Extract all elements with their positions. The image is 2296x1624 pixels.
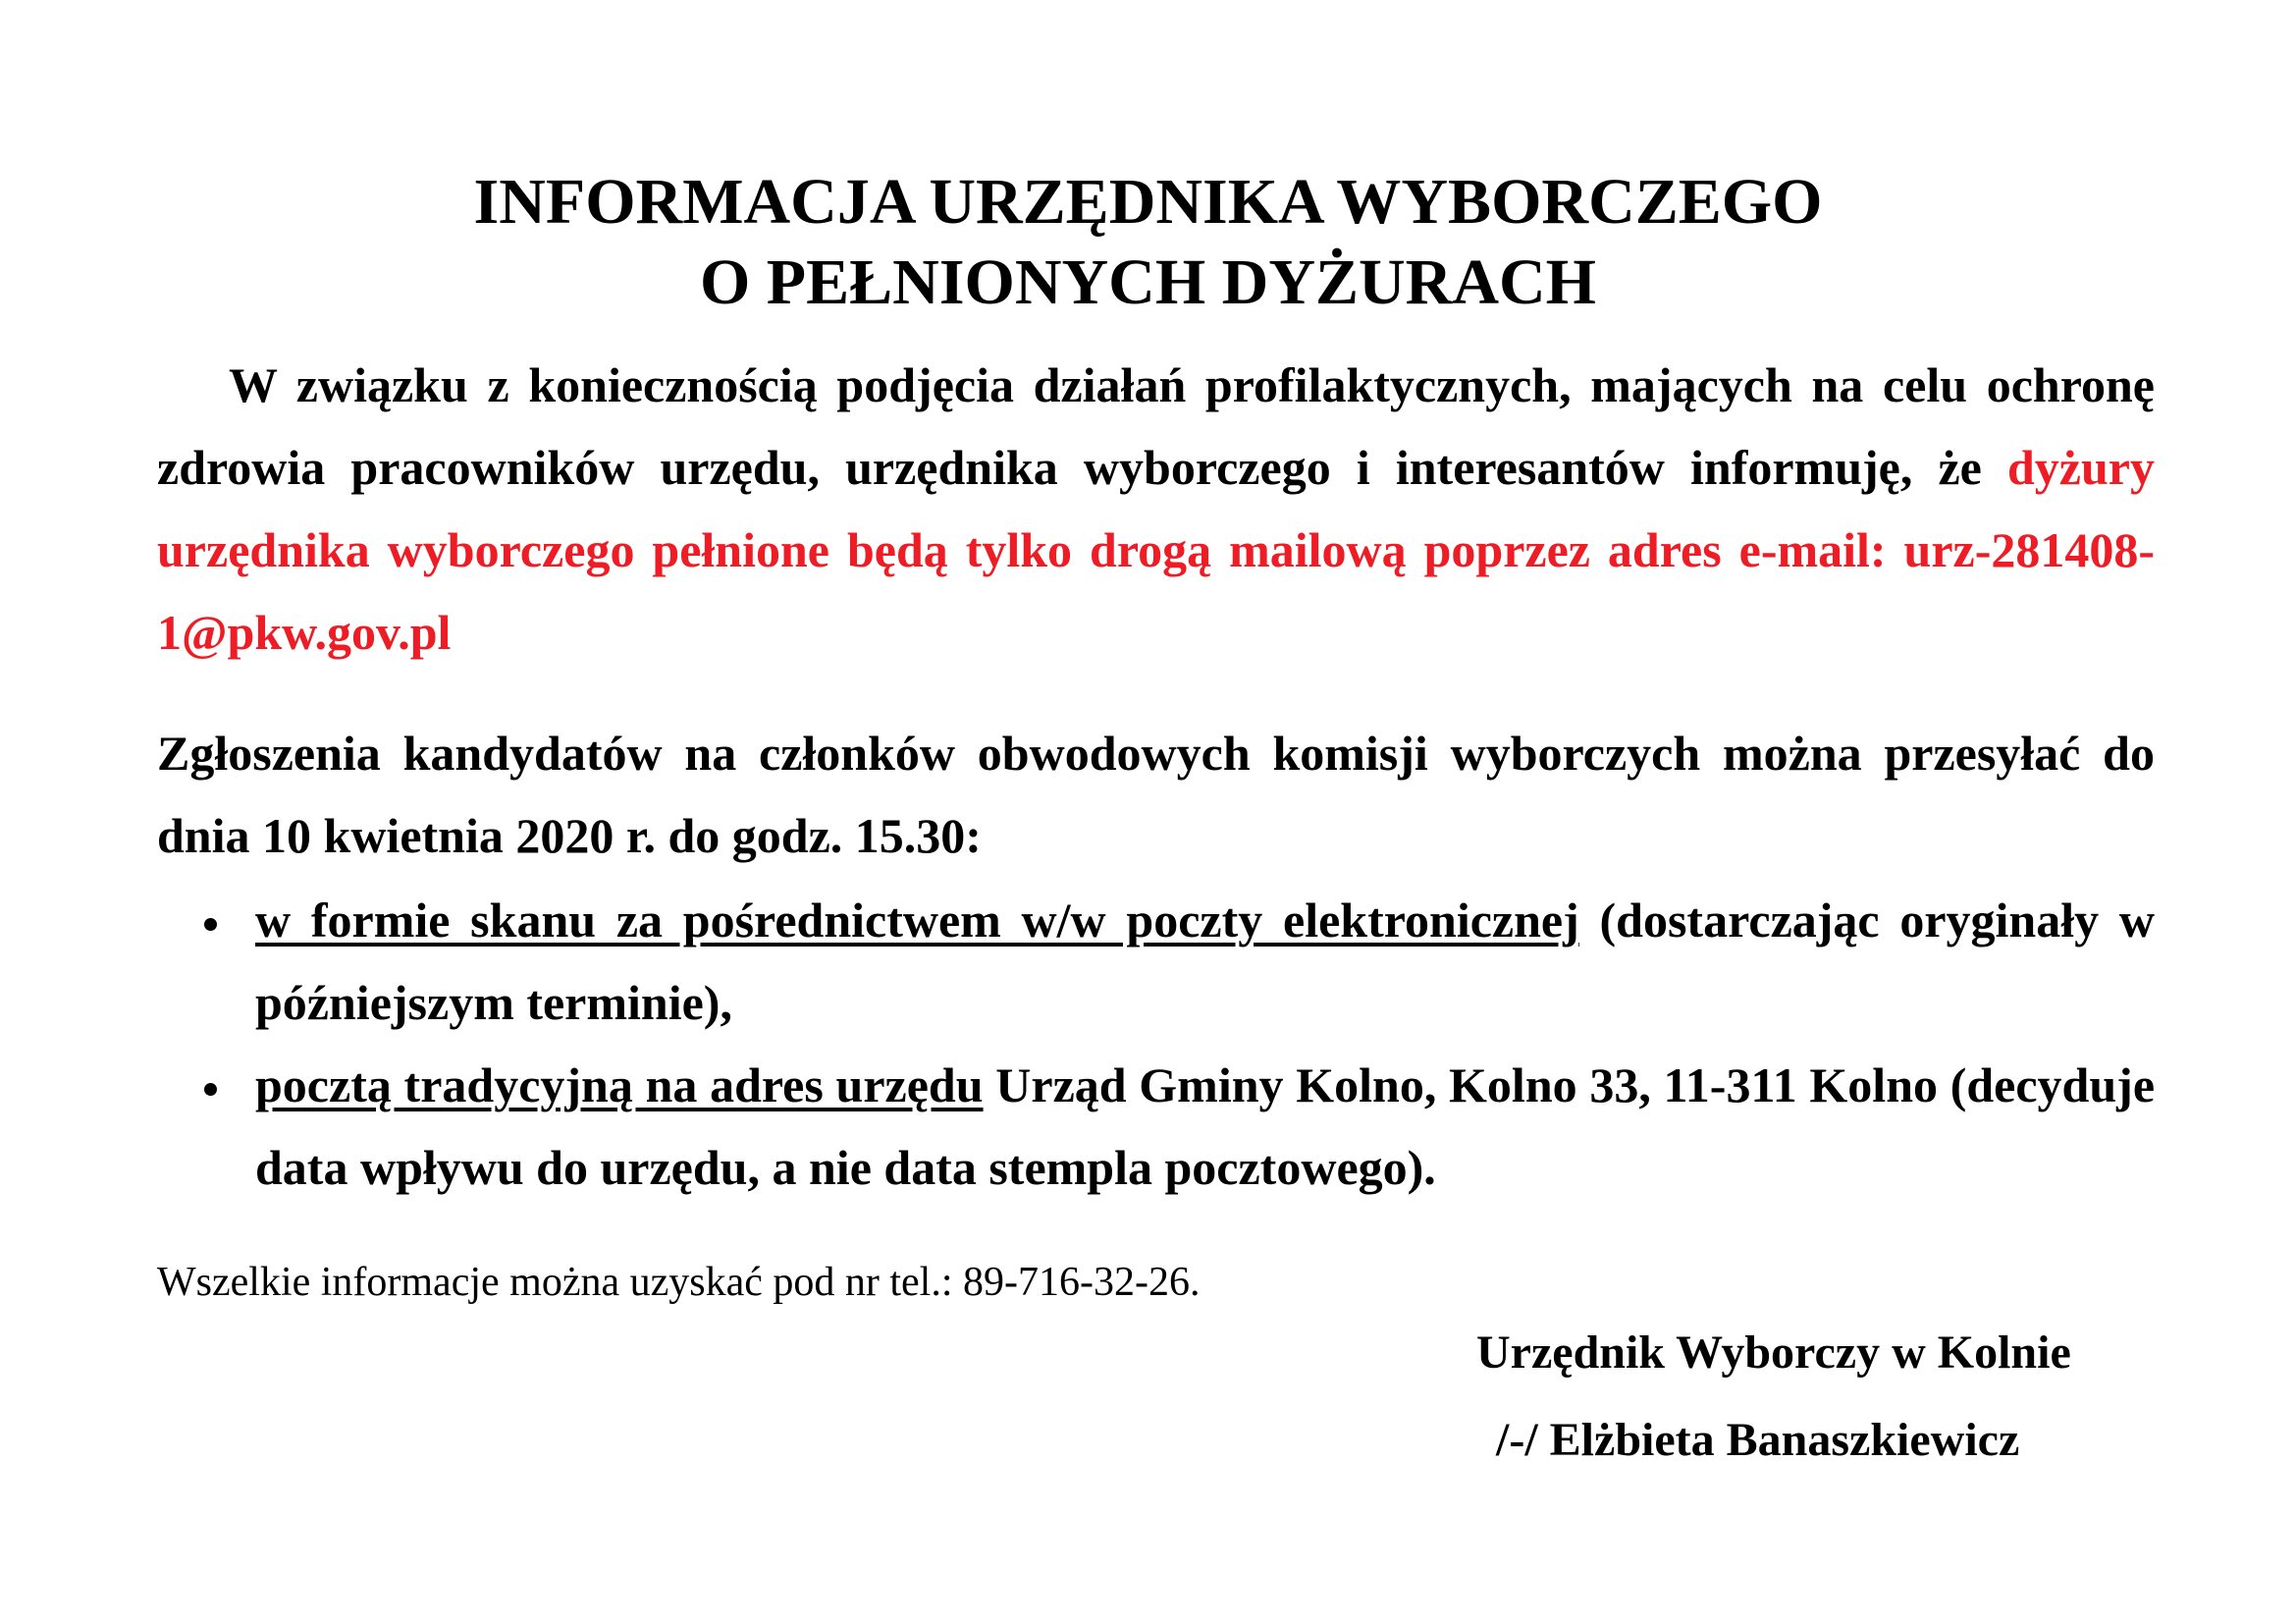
intro-text: W związku z koniecznością podjęcia działań profilaktycznych, mających na celu ochronę zdrowia pracowników urzędu, urzędnika wyborczego i interesantów informuję, że xyxy=(157,357,2155,495)
document-title-line-2: O PEŁNIONYCH DYŻURACH xyxy=(699,246,1597,318)
email-duty-notice: dyżury urzędnika wyborczego pełnione będą tylko drogą mailową poprzez adres e-mail: urz-281408-1@pkw.gov.pl xyxy=(157,440,2155,660)
submission-paragraph: Zgłoszenia kandydatów na członków obwodowych komisji wyborczych można przesyłać do dnia 10 kwietnia 2020 r. do godz. 15.30: xyxy=(157,726,2155,863)
bullet-icon xyxy=(204,1083,217,1096)
bullet-text: Urząd Gminy Kolno, Kolno 33, 11-311 Kolno (decyduje data wpływu do urzędu, a nie data stempla pocztowego). xyxy=(255,1057,2156,1195)
contact-info: Wszelkie informacje można uzyskać pod nr tel.: 89-716-32-26. xyxy=(157,1260,1201,1305)
intro-paragraph xyxy=(157,344,2155,674)
signature-name: /-/ Elżbieta Banaszkiewicz xyxy=(1496,1414,2020,1466)
bullet-underlined-text: w formie skanu za pośrednictwem w/w poczty elektronicznej xyxy=(255,893,1579,947)
bullet-underlined-text: pocztą tradycyjną na adres urzędu xyxy=(255,1057,984,1112)
document-title-line-1: INFORMACJA URZĘDNIKA WYBORCZEGO xyxy=(473,166,1823,238)
bullet-icon xyxy=(204,918,217,931)
submission-methods-list xyxy=(157,879,2155,1209)
signature-title: Urzędnik Wyborczy w Kolnie xyxy=(1476,1326,2071,1379)
bullet-text: (dostarczając oryginały w późniejszym terminie), xyxy=(255,893,2155,1030)
list-item xyxy=(157,879,2155,1044)
list-item xyxy=(157,1044,2155,1209)
